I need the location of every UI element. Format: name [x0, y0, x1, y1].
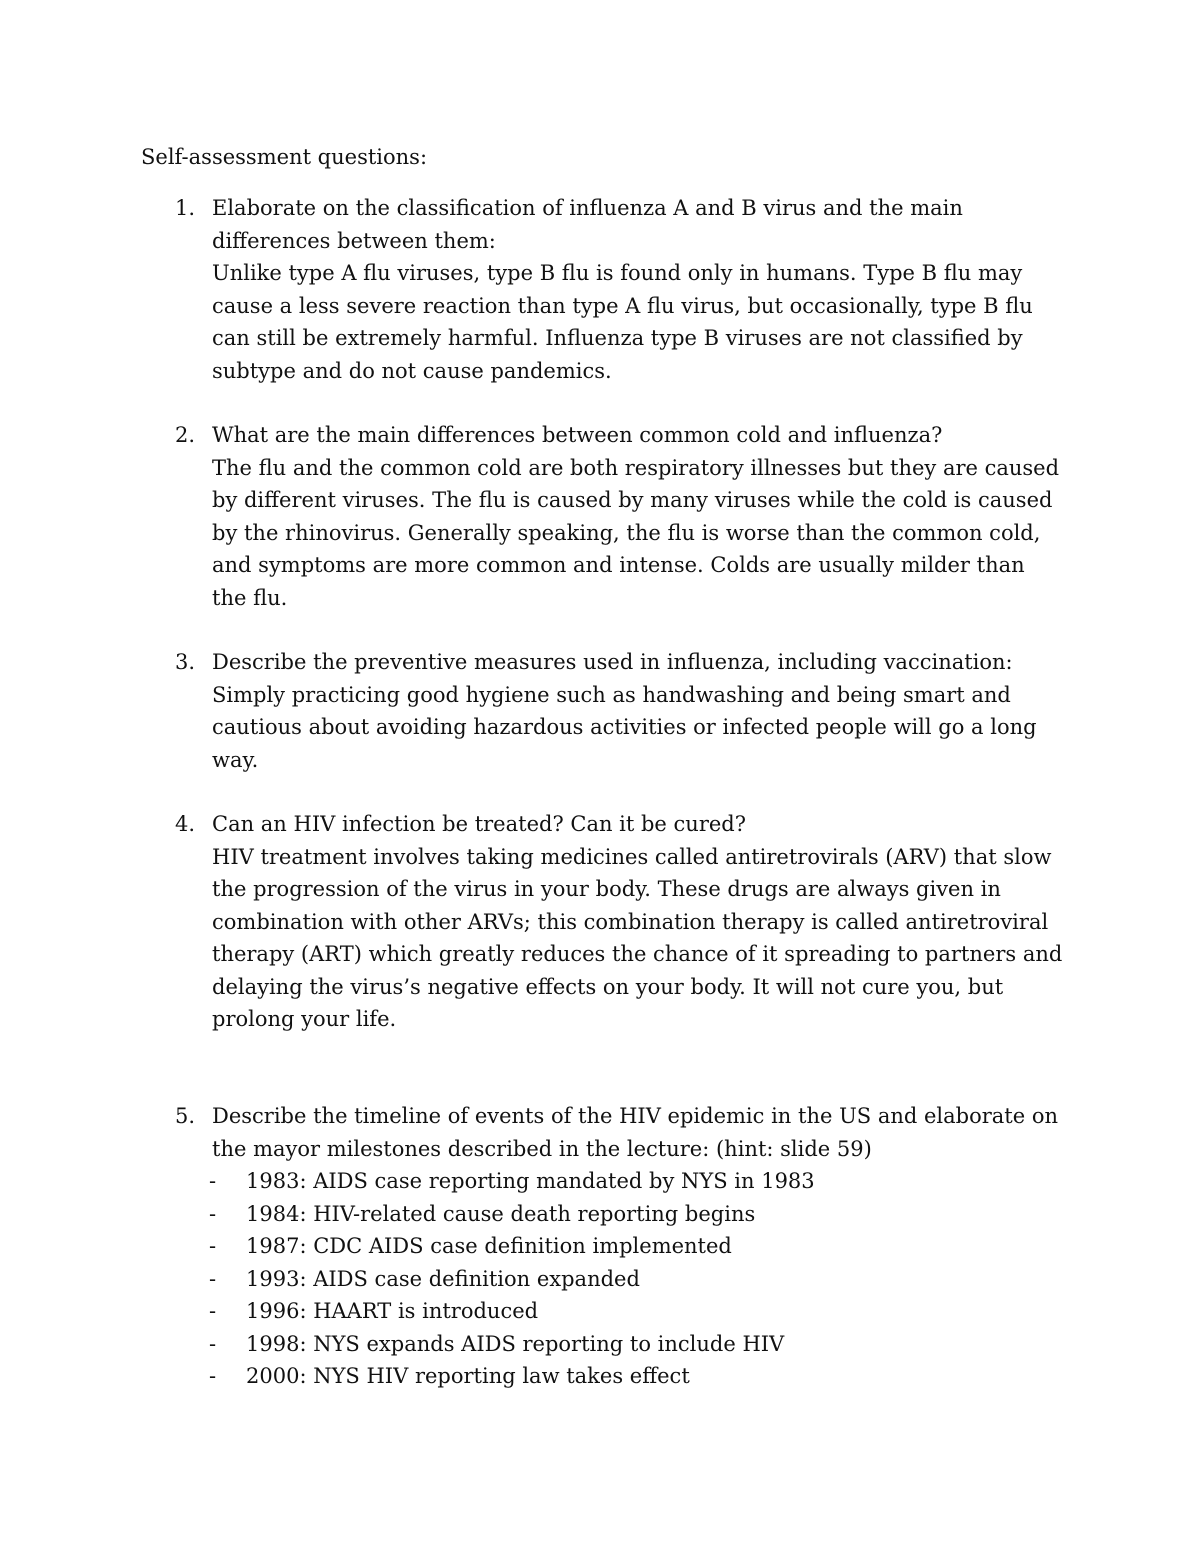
timeline-item: [209, 1295, 1065, 1328]
timeline-item-text: 1996: HAART is introduced: [246, 1299, 539, 1323]
dash-bullet: -: [209, 1234, 217, 1258]
answer-text: HIV treatment involves taking medicines called antiretrovirals (ARV) that slow the progression of the virus in your body. These drugs are always given in combination with other ARVs; this combination therapy is called antiretroviral therapy (ART) which greatly reduces the chance of it spreading to partners and delaying the virus’s negative effects on your body. It will not cure you, but prolong your life.: [212, 844, 1063, 1031]
dash-bullet: -: [209, 1364, 217, 1388]
question-text: Describe the preventive measures used in influenza, including vaccination:: [212, 650, 1013, 674]
timeline-item-text: 1983: AIDS case reporting mandated by NYS in 1983: [246, 1169, 815, 1193]
question-1: [175, 192, 1065, 387]
question-text: Can an HIV infection be treated? Can it be cured?: [212, 812, 746, 836]
dash-bullet: -: [209, 1169, 217, 1193]
question-2: [175, 419, 1065, 614]
timeline-item-text: 1998: NYS expands AIDS reporting to include HIV: [246, 1331, 785, 1356]
dash-bullet: -: [209, 1331, 217, 1356]
timeline-item: [209, 1328, 1065, 1361]
timeline-item: [209, 1263, 1065, 1296]
answer-text: Simply practicing good hygiene such as handwashing and being smart and cautious about avoiding hazardous activities or infected people will go a long way.: [212, 682, 1037, 772]
dash-bullet: -: [209, 1299, 217, 1323]
timeline-list: [209, 1165, 1065, 1393]
question-number: 5.: [175, 1104, 196, 1128]
question-text: What are the main differences between common cold and influenza?: [212, 423, 943, 447]
question-3: [175, 646, 1065, 776]
question-number: 2.: [175, 423, 196, 447]
timeline-item-text: 1993: AIDS case definition expanded: [246, 1266, 640, 1291]
timeline-item: [209, 1198, 1065, 1231]
dash-bullet: -: [209, 1266, 217, 1291]
question-4: [175, 808, 1065, 1036]
question-number: 1.: [175, 196, 196, 220]
page-heading: Self-assessment questions:: [141, 145, 428, 169]
question-number: 4.: [175, 812, 196, 836]
answer-text: The flu and the common cold are both respiratory illnesses but they are caused by different viruses. The flu is caused by many viruses while the cold is caused by the rhinovirus. Generally speaking, the flu is worse than the common cold, and symptoms are more common and intense. Colds are usually milder than the flu.: [212, 455, 1060, 610]
question-5: [175, 1100, 1065, 1393]
answer-text: Unlike type A flu viruses, type B flu is found only in humans. Type B flu may cause a less severe reaction than type A flu virus, but occasionally, type B flu can still be extremely harmful. Influenza type B viruses are not classified by subtype and do not cause pandemics.: [212, 261, 1033, 383]
question-text: Describe the timeline of events of the HIV epidemic in the US and elaborate on the mayor milestones described in the lecture: (hint: slide 59): [212, 1104, 1059, 1161]
question-number: 3.: [175, 650, 196, 674]
timeline-item-text: 2000: NYS HIV reporting law takes effect: [246, 1364, 690, 1388]
timeline-item: [209, 1230, 1065, 1263]
timeline-item: [209, 1165, 1065, 1198]
timeline-item: [209, 1360, 1065, 1393]
dash-bullet: -: [209, 1201, 217, 1226]
question-text: Elaborate on the classification of influenza A and B virus and the main differences between them:: [212, 196, 963, 253]
timeline-item-text: 1987: CDC AIDS case definition implemented: [246, 1234, 732, 1258]
timeline-item-text: 1984: HIV-related cause death reporting begins: [246, 1201, 756, 1226]
